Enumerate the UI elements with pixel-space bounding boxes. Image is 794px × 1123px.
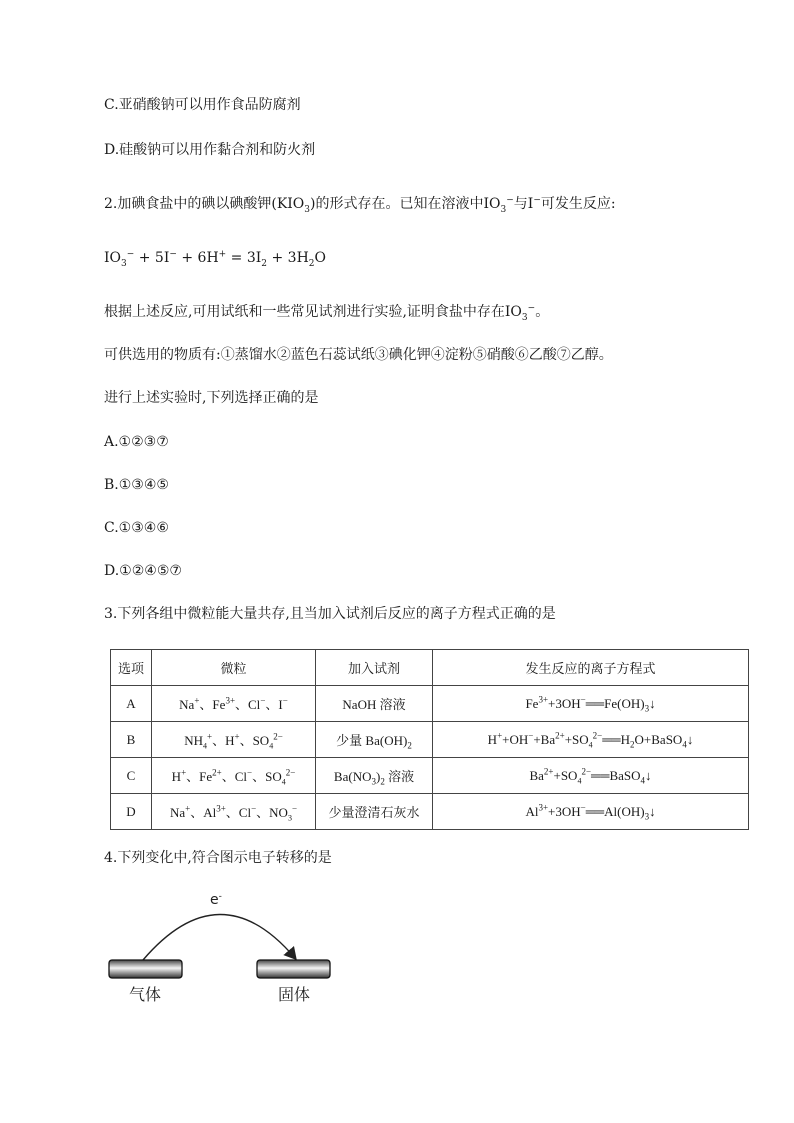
row-equation: $Fe^{3+}+3OH^-══Fe(OH)_3↓$ bbox=[433, 686, 749, 722]
q2-stem: 2.加碘食盐中的碘以碘酸钾$(KIO_3)$的形式存在。已知在溶液中$IO_3^-$与I−可发生反应: bbox=[104, 195, 616, 215]
row-particles: H+、$Fe^{2+}$、Cl−、$SO_4^{2-}$ bbox=[152, 758, 316, 794]
option-d-q1: D.硅酸钠可以用作黏合剂和防火剂 bbox=[104, 142, 316, 158]
row-equation: $Ba^{2+}+SO_4^{2-}══BaSO_4↓$ bbox=[433, 758, 749, 794]
q2-option-b: B.①③④⑤ bbox=[104, 477, 169, 493]
electron-transfer-diagram bbox=[105, 890, 345, 1010]
q2-line3: 可供选用的物质有:①蒸馏水②蓝色石蕊试纸③碘化钾④淀粉⑤硝酸⑥乙酸⑦乙醇。 bbox=[104, 347, 613, 363]
table-header-row bbox=[111, 650, 749, 686]
table-row bbox=[111, 758, 749, 794]
q2-equation: $IO_3^- + 5I^- + 6H^+ = 3I_2 + 3H_2O$ bbox=[104, 249, 326, 269]
gas-label: 气体 bbox=[129, 985, 162, 1004]
row-equation: $H^++OH^-+Ba^{2+}+SO_4^{2-}══H_2O+BaSO_4↓$ bbox=[433, 722, 749, 758]
q2-option-a: A.①②③⑦ bbox=[104, 434, 169, 450]
header-particles: 微粒 bbox=[152, 650, 316, 686]
row-option: B bbox=[111, 722, 152, 758]
q2-line2: 根据上述反应,可用试纸和一些常见试剂进行实验,证明食盐中存在$IO_3^-$。 bbox=[104, 303, 550, 323]
row-reagent: $Ba(NO_3)_2$ 溶液 bbox=[316, 758, 433, 794]
q4-stem: 4.下列变化中,符合图示电子转移的是 bbox=[104, 850, 332, 866]
row-equation: $Al^{3+}+3OH^-══Al(OH)_3↓$ bbox=[433, 794, 749, 830]
table-row bbox=[111, 686, 749, 722]
row-option: D bbox=[111, 794, 152, 830]
gas-block bbox=[109, 960, 182, 978]
row-option: C bbox=[111, 758, 152, 794]
row-reagent: 少量 $Ba(OH)_2$ bbox=[316, 722, 433, 758]
row-option: A bbox=[111, 686, 152, 722]
q2-line4: 进行上述实验时,下列选择正确的是 bbox=[104, 390, 319, 406]
row-particles: Na+、$Fe^{3+}$、Cl−、I− bbox=[152, 686, 316, 722]
header-reagent: 加入试剂 bbox=[316, 650, 433, 686]
solid-block bbox=[257, 960, 330, 978]
row-reagent: NaOH 溶液 bbox=[316, 686, 433, 722]
q2-option-c: C.①③④⑥ bbox=[104, 520, 169, 536]
table-row bbox=[111, 794, 749, 830]
header-option: 选项 bbox=[111, 650, 152, 686]
electron-label: e- bbox=[210, 891, 222, 908]
row-reagent: 少量澄清石灰水 bbox=[316, 794, 433, 830]
solid-label: 固体 bbox=[278, 985, 311, 1004]
table-row bbox=[111, 722, 749, 758]
row-particles: Na+、$Al^{3+}$、Cl−、$NO_3^-$ bbox=[152, 794, 316, 830]
q2-option-d: D.①②④⑤⑦ bbox=[104, 563, 182, 579]
q3-table bbox=[110, 649, 749, 830]
option-c-q1: C.亚硝酸钠可以用作食品防腐剂 bbox=[104, 97, 301, 113]
row-particles: $NH_4^+$、H+、$SO_4^{2-}$ bbox=[152, 722, 316, 758]
transfer-arrow bbox=[143, 914, 295, 960]
header-equation: 发生反应的离子方程式 bbox=[433, 650, 749, 686]
q3-stem: 3.下列各组中微粒能大量共存,且当加入试剂后反应的离子方程式正确的是 bbox=[104, 606, 556, 622]
